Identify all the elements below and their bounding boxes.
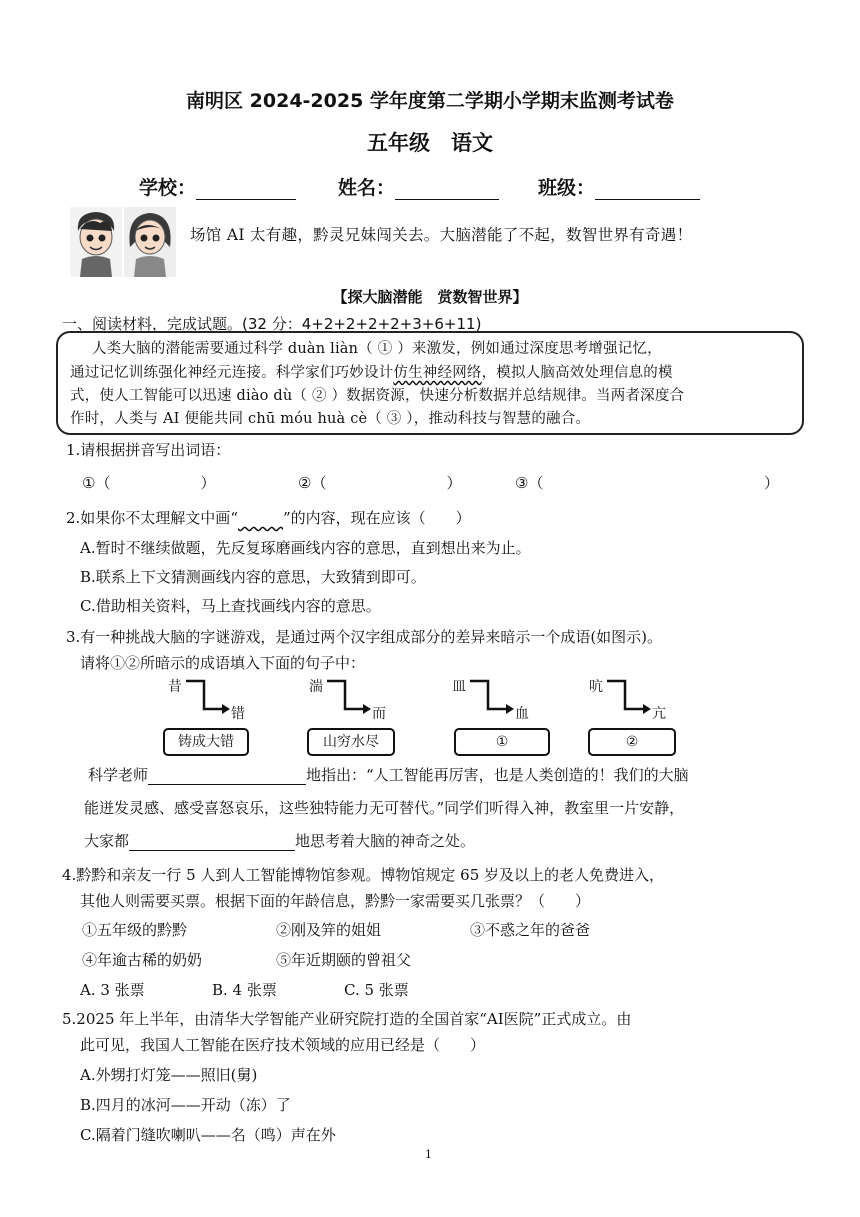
riddle-4-answer-box[interactable]: ② bbox=[588, 728, 676, 756]
name-blank[interactable] bbox=[395, 181, 499, 200]
arrow-icon bbox=[605, 679, 653, 715]
q1-blank-2[interactable]: ②（ ） bbox=[298, 474, 462, 492]
riddle-1-answer-box: 铸成大错 bbox=[163, 728, 249, 756]
riddle-3-bottom: 血 bbox=[515, 706, 529, 722]
riddle-2-bottom: 而 bbox=[372, 706, 386, 722]
q3-stem: 3.有一种挑战大脑的字谜游戏，是通过两个汉字组成部分的差异来暗示一个成语(如图示)。 bbox=[66, 628, 663, 646]
q3-s3b: 地思考着大脑的神奇之处。 bbox=[295, 832, 476, 850]
passage-line-2c: ，模拟人脑高效处理信息的模 bbox=[481, 365, 673, 381]
arrow-icon bbox=[184, 679, 232, 715]
q4-item-3: ③不惑之年的爸爸 bbox=[470, 921, 591, 939]
q3-sentence-1 bbox=[88, 764, 689, 785]
q1-blank-3[interactable]: ③（ bbox=[515, 474, 544, 492]
passage-line-4: 作时，人类与 AI 便能共同 chū móu huà cè（ ③ ），推动科技与智慧的融合。 bbox=[70, 411, 591, 427]
riddle-3-answer-box[interactable]: ① bbox=[454, 728, 550, 756]
q2-option-c[interactable]: C.借助相关资料，马上查找画线内容的意思。 bbox=[80, 597, 381, 615]
q5-stem-2: 此可见，我国人工智能在医疗技术领域的应用已经是（ ） bbox=[80, 1036, 486, 1054]
q2-stem-a: 2.如果你不太理解文中画“ bbox=[66, 509, 238, 527]
school-field bbox=[139, 173, 296, 200]
arrow-icon bbox=[468, 679, 516, 715]
name-field bbox=[338, 173, 499, 200]
q1-stem: 1.请根据拼音写出词语： bbox=[66, 441, 231, 459]
riddle-4-bottom: 亢 bbox=[652, 706, 666, 722]
q2-stem bbox=[66, 507, 471, 528]
riddle-3-top: 皿 bbox=[452, 679, 466, 695]
q4-item-4: ④年逾古稀的奶奶 bbox=[82, 951, 203, 969]
q4-option-b[interactable]: B. 4 张票 bbox=[212, 981, 277, 999]
page-number: 1 bbox=[425, 1148, 432, 1161]
passage-line-2a: 通过记忆训练强化神经元连接。科学家们巧妙设计 bbox=[70, 365, 394, 381]
q5-option-b[interactable]: B.四月的冰河——开动（冻）了 bbox=[80, 1096, 291, 1114]
class-label: 班级： bbox=[538, 177, 596, 199]
part1-heading: 一、阅读材料，完成试题。(32 分：4+2+2+2+2+3+6+11) bbox=[62, 315, 482, 333]
riddle-2-answer-box: 山穷水尽 bbox=[307, 728, 395, 756]
q3-sentence-3 bbox=[84, 830, 475, 851]
q3-sentence-2: 能迸发灵感、感受喜怒哀乐，这些独特能力无可替代。”同学们听得入神，教室里一片安静， bbox=[84, 799, 685, 817]
q3-blank-1[interactable] bbox=[148, 768, 306, 785]
q1-blank-1[interactable]: ①（ ） bbox=[82, 474, 216, 492]
class-field bbox=[538, 173, 700, 200]
class-blank[interactable] bbox=[595, 181, 700, 200]
q3-s1b: 地指出：“人工智能再厉害，也是人类创造的！我们的大脑 bbox=[306, 766, 689, 784]
q2-stem-b: ”的内容，现在应该（ ） bbox=[283, 509, 471, 527]
passage-line-3: 式，使人工智能可以迅速 diào dù（ ② ）数据资源，快速分析数据并总结规律。当两者深度合 bbox=[70, 388, 685, 404]
q4-stem-1: 4.黔黔和亲友一行 5 人到人工智能博物馆参观。博物馆规定 65 岁及以上的老人免费进入， bbox=[62, 866, 665, 884]
underlined-phrase: 仿生神经网络 bbox=[393, 365, 482, 381]
q4-item-1: ①五年级的黔黔 bbox=[82, 921, 188, 939]
q3-stem-2: 请将①②所暗示的成语填入下面的句子中： bbox=[80, 654, 366, 672]
q4-option-a[interactable]: A. 3 张票 bbox=[80, 981, 145, 999]
q5-option-a[interactable]: A.外甥打灯笼——照旧(舅) bbox=[80, 1066, 258, 1084]
exam-subtitle: 五年级 语文 bbox=[367, 131, 493, 155]
arrow-icon bbox=[325, 679, 373, 715]
q3-s3a: 大家都 bbox=[84, 832, 130, 850]
q4-option-c[interactable]: C. 5 张票 bbox=[344, 981, 409, 999]
boy-mascot-icon bbox=[70, 207, 122, 277]
q1-blank-3-close: ） bbox=[764, 474, 780, 492]
q5-stem-1: 5.2025 年上半年，由清华大学智能产业研究院打造的全国首家“AI医院”正式成立。由 bbox=[62, 1010, 632, 1028]
exam-title: 南明区 2024-2025 学年度第二学期小学期末监测考试卷 bbox=[186, 90, 674, 112]
girl-mascot-icon bbox=[124, 207, 176, 277]
passage-line-1: 人类大脑的潜能需要通过科学 duàn liàn（ ① ）来激发，例如通过深度思考增强记忆， bbox=[92, 341, 662, 357]
riddle-4-top: 吭 bbox=[589, 679, 603, 695]
q3-blank-2[interactable] bbox=[129, 834, 295, 851]
q5-option-c[interactable]: C.隔着门缝吹喇叭——名（鸣）声在外 bbox=[80, 1126, 336, 1144]
riddle-2-top: 湍 bbox=[309, 679, 323, 695]
school-label: 学校： bbox=[139, 177, 197, 199]
q3-s1a: 科学老师 bbox=[88, 766, 149, 784]
riddle-1-top: 昔 bbox=[168, 679, 182, 695]
q2-option-a[interactable]: A.暂时不继续做题，先反复琢磨画线内容的意思，直到想出来为止。 bbox=[80, 539, 531, 557]
riddle-1-bottom: 错 bbox=[231, 706, 245, 722]
q4-stem-2: 其他人则需要买票。根据下面的年龄信息，黔黔一家需要买几张票？（ ） bbox=[80, 892, 591, 910]
wavy-line-sample bbox=[238, 509, 283, 527]
q2-option-b[interactable]: B.联系上下文猜测画线内容的意思，大致猜到即可。 bbox=[80, 568, 426, 586]
motto-text: 场馆 AI 太有趣，黔灵兄妹闯关去。大脑潜能了不起，数智世界有奇遇！ bbox=[190, 226, 693, 244]
q4-item-2: ②刚及笄的姐姐 bbox=[276, 921, 382, 939]
section-title: 【探大脑潜能 赏数智世界】 bbox=[332, 288, 528, 306]
q4-item-5: ⑤年近期颐的曾祖父 bbox=[276, 951, 412, 969]
passage-line-2 bbox=[70, 361, 673, 382]
name-label: 姓名： bbox=[338, 177, 396, 199]
school-blank[interactable] bbox=[196, 181, 296, 200]
